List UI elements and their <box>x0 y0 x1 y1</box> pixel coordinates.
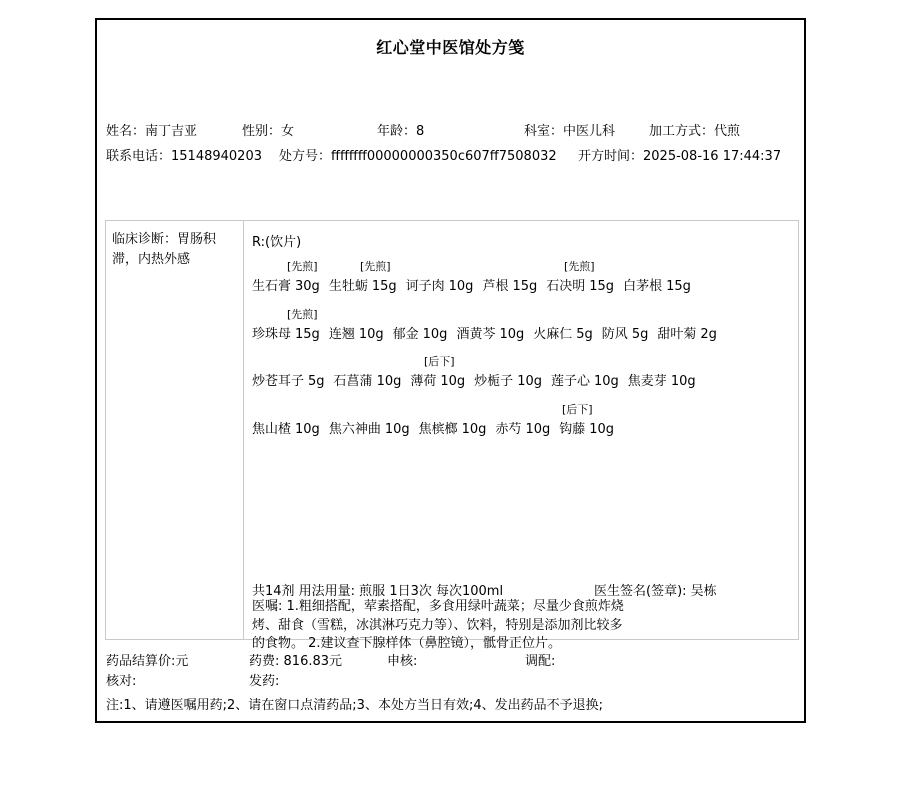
herb-name: 防风 <box>601 327 628 342</box>
herb-quantity: 5g <box>576 327 593 342</box>
diagnosis-value: 胃肠积滞，内热外感 <box>112 232 217 267</box>
herb-name: 赤芍 <box>495 422 522 437</box>
herb-name: 焦六神曲 <box>328 422 381 437</box>
herb-item <box>252 279 320 294</box>
herb-quantity: 10g <box>499 327 525 342</box>
diagnosis-label: 临床诊断： <box>112 232 178 247</box>
decoction-method-label: [后下] <box>424 355 455 368</box>
patient-field-value: 南丁吉亚 <box>145 124 198 139</box>
usage-line: 共14剂 用法用量: 煎服 1日3次 每次100ml <box>252 584 504 599</box>
herb-name: 生石膏 <box>252 279 292 294</box>
herb-item <box>419 422 487 437</box>
herb-quantity: 10g <box>295 422 320 437</box>
doctor-signature-label: 医生签名(签章): <box>594 584 687 599</box>
herb-line <box>252 279 794 295</box>
herb-quantity: 15g <box>295 327 320 342</box>
herb-name: 石菖蒲 <box>333 374 373 389</box>
herb-group-3 <box>252 353 794 390</box>
herb-name: 诃子肉 <box>405 279 445 294</box>
decoction-method-label: [先煎] <box>360 260 391 273</box>
herb-item <box>495 422 550 437</box>
footer-field-value: 元 <box>175 654 189 669</box>
patient-field-value: 女 <box>281 124 295 139</box>
herb-item <box>474 374 542 389</box>
patient-field <box>242 124 294 140</box>
herb-item <box>533 327 593 342</box>
herb-quantity: 5g <box>631 327 649 342</box>
patient-field-value: 2025-08-16 17:44:37 <box>643 149 782 164</box>
footer-field <box>106 674 136 690</box>
herb-quantity: 10g <box>461 422 487 437</box>
herb-item <box>602 327 649 342</box>
patient-field <box>578 149 781 165</box>
herb-name: 焦槟榔 <box>418 422 458 437</box>
herb-item <box>456 327 524 342</box>
herb-quantity: 2g <box>700 327 717 342</box>
herb-name: 芦根 <box>482 279 509 294</box>
herb-quantity: 10g <box>448 279 474 294</box>
herb-group-1 <box>252 258 794 295</box>
patient-field <box>106 124 197 140</box>
herb-quantity: 10g <box>384 422 410 437</box>
doctor-signature <box>594 580 717 599</box>
clinical-diagnosis <box>106 221 244 639</box>
footer-field-label: 调配: <box>525 654 556 669</box>
herb-quantity: 10g <box>440 374 466 389</box>
herb-quantity: 15g <box>666 279 691 294</box>
footer-row-2 <box>97 674 804 690</box>
herb-item <box>406 279 474 294</box>
herb-line <box>252 422 794 438</box>
decoction-labels <box>252 306 794 322</box>
patient-field <box>649 124 740 140</box>
patient-field-value: 15148940203 <box>171 149 262 164</box>
decoction-method-label: [后下] <box>562 403 593 416</box>
herb-item <box>334 374 402 389</box>
patient-field <box>106 149 262 165</box>
patient-field-value: ffffffff00000000350c607ff7508032 <box>331 149 557 164</box>
decoction-labels <box>252 258 794 274</box>
medical-advice: 医嘱: 1.粗细搭配，荤素搭配，多食用绿叶蔬菜；尽量少食煎炸烧烤、甜食（雪糕，冰淇淋巧克力等）、饮料，特别是添加剂比较多的食物。 2.建议查下腺样体（鼻腔镜），骶骨正位片。 <box>252 599 624 651</box>
herb-quantity: 10g <box>517 374 542 389</box>
decoction-labels <box>252 401 794 417</box>
herb-name: 焦山楂 <box>252 422 292 437</box>
rx-content-cell <box>244 221 798 651</box>
patient-field-label: 姓名： <box>106 124 146 139</box>
patient-field-value: 代煎 <box>714 124 741 139</box>
herb-quantity: 15g <box>371 279 397 294</box>
patient-field-label: 联系电话： <box>106 149 172 164</box>
herb-group-2 <box>252 306 794 343</box>
footer-field-value: 816.83元 <box>279 654 343 669</box>
herb-item <box>559 422 614 437</box>
herb-name: 连翘 <box>328 327 355 342</box>
patient-field-value: 8 <box>416 124 425 139</box>
herb-item <box>329 422 410 437</box>
herb-name: 焦麦芽 <box>627 374 667 389</box>
herb-item <box>329 279 397 294</box>
footer-field <box>525 654 555 670</box>
herb-name: 石决明 <box>546 279 586 294</box>
herb-quantity: 10g <box>589 422 615 437</box>
herb-item <box>657 327 717 342</box>
herb-item <box>393 327 448 342</box>
patient-info-row-2 <box>97 149 804 165</box>
patient-field-label: 处方号： <box>279 149 332 164</box>
herb-item <box>252 422 320 437</box>
herb-name: 莲子心 <box>550 374 590 389</box>
decoction-method-label: [先煎] <box>564 260 595 273</box>
herb-line <box>252 327 794 343</box>
herb-quantity: 10g <box>422 327 448 342</box>
herb-name: 白茅根 <box>623 279 663 294</box>
herb-quantity: 10g <box>670 374 696 389</box>
herb-quantity: 15g <box>512 279 538 294</box>
herb-item <box>551 374 619 389</box>
herb-name: 火麻仁 <box>533 327 573 342</box>
herb-name: 郁金 <box>392 327 419 342</box>
herb-item <box>410 374 465 389</box>
footer-field-label: 申核: <box>387 654 418 669</box>
patient-field <box>377 124 424 140</box>
patient-field <box>279 149 557 165</box>
footer-field-label: 药费: <box>249 654 280 669</box>
rx-header: R:(饮片) <box>252 235 302 250</box>
herb-quantity: 30g <box>295 279 320 294</box>
patient-field-label: 开方时间： <box>578 149 644 164</box>
doctor-name: 吴栋 <box>686 584 717 599</box>
herb-name: 炒栀子 <box>474 374 514 389</box>
herb-group-4 <box>252 401 794 438</box>
herb-name: 钩藤 <box>559 422 586 437</box>
herb-quantity: 10g <box>358 327 384 342</box>
footer-row-1 <box>97 654 804 670</box>
herb-name: 炒苍耳子 <box>252 374 305 389</box>
prescription-sheet <box>95 18 806 723</box>
footer-field-label: 发药: <box>249 674 280 689</box>
herb-name: 甜叶菊 <box>657 327 697 342</box>
herb-quantity: 10g <box>376 374 402 389</box>
patient-field-label: 年龄： <box>377 124 417 139</box>
patient-field <box>524 124 615 140</box>
decoction-method-label: [先煎] <box>287 308 318 321</box>
footer-field-label: 药品结算价: <box>106 654 176 669</box>
herb-item <box>628 374 696 389</box>
patient-field-label: 性别： <box>242 124 282 139</box>
herb-name: 生牡蛎 <box>328 279 368 294</box>
herb-quantity: 5g <box>308 374 325 389</box>
herb-item <box>329 327 384 342</box>
footer-field <box>387 654 417 670</box>
herb-quantity: 15g <box>589 279 615 294</box>
footer-field <box>106 654 188 670</box>
patient-field-label: 科室： <box>524 124 564 139</box>
herb-quantity: 10g <box>525 422 551 437</box>
herb-line <box>252 374 794 390</box>
herb-name: 珍珠母 <box>252 327 292 342</box>
prescription-table <box>105 220 799 651</box>
herb-item <box>252 327 320 342</box>
decoction-method-label: [先煎] <box>287 260 318 273</box>
herb-name: 薄荷 <box>410 374 437 389</box>
herb-quantity: 10g <box>594 374 619 389</box>
herb-item <box>623 279 691 294</box>
herb-item <box>546 279 614 294</box>
decoction-labels <box>252 353 794 369</box>
herb-item <box>252 374 325 389</box>
patient-field-label: 加工方式： <box>649 124 715 139</box>
footer-note: 注:1、请遵医嘱用药;2、请在窗口点清药品;3、本处方当日有效;4、发出药品不予退换; <box>106 698 603 713</box>
herb-name: 酒黄芩 <box>456 327 496 342</box>
footer-field <box>249 654 342 670</box>
footer-field-label: 核对: <box>106 674 137 689</box>
patient-info-row-1 <box>97 124 804 140</box>
patient-field-value: 中医儿科 <box>563 124 616 139</box>
herb-item <box>482 279 537 294</box>
footer-field <box>249 674 279 690</box>
clinic-title: 红心堂中医馆处方笺 <box>376 38 525 57</box>
